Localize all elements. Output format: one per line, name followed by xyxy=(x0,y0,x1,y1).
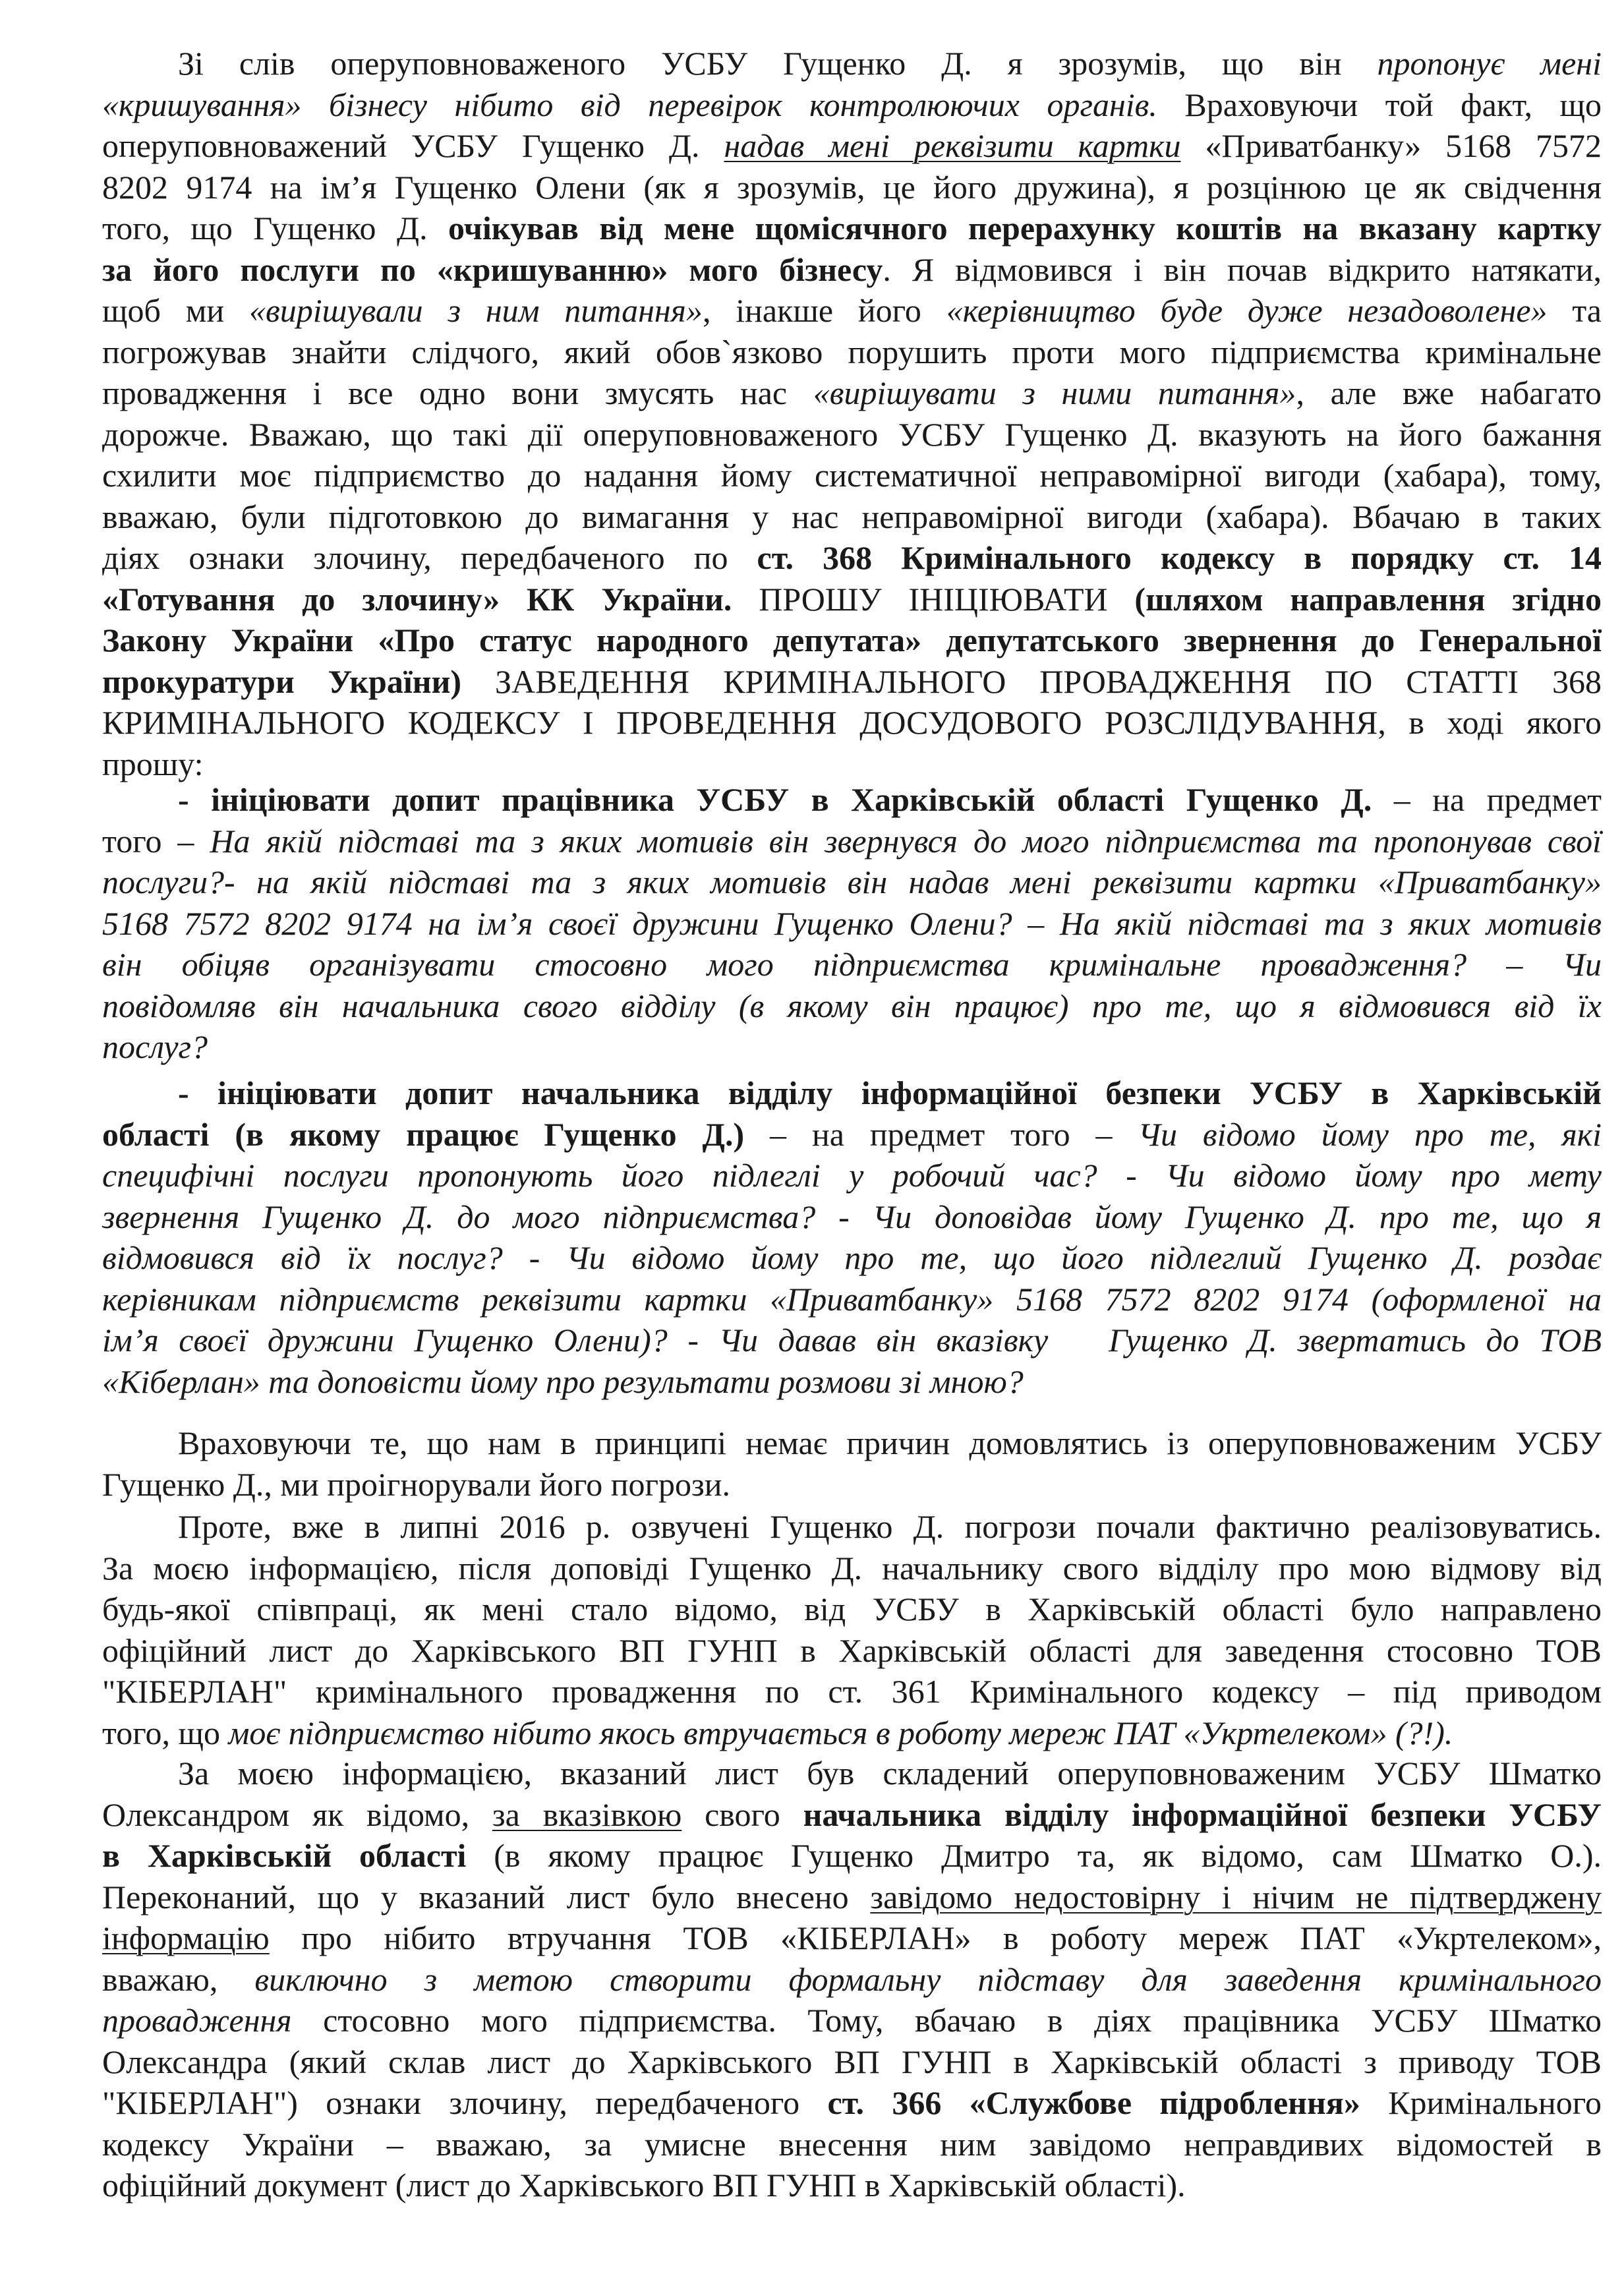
italic-text: специфічні послуги пропонують його підлеглі у робочий час? - Чи відомо йому про мету xyxy=(102,1157,1602,1194)
italic-text: «Кіберлан» та доповісти йому про результати розмови зі мною? xyxy=(102,1362,1024,1400)
text-segment: "КІБЕРЛАН" кримінального провадження по ст. 361 Кримінального кодексу – під приводом xyxy=(102,1673,1602,1710)
text-line xyxy=(102,1835,1602,1877)
text-segment: того – xyxy=(102,822,210,860)
text-segment: того, що Гущенко Д. xyxy=(102,210,449,247)
text-line xyxy=(102,1114,1602,1155)
text-line xyxy=(102,2165,1602,2206)
text-segment: будь-якої співпраці, як мені стало відомо, від УСБУ в Харківській області було направлено xyxy=(102,1591,1602,1627)
text-line xyxy=(102,1196,1602,1238)
italic-text: пропонує мені xyxy=(1377,45,1602,82)
text-segment: офіційний документ (лист до Харківського ВП ГУНП в Харківській області). xyxy=(102,2167,1186,2204)
text-line xyxy=(102,1877,1602,1918)
text-line xyxy=(102,1464,1602,1505)
text-line xyxy=(102,1671,1602,1712)
text-line xyxy=(102,1320,1602,1361)
text-segment: оперуповноважений УСБУ Гущенко Д. xyxy=(102,127,724,164)
paragraph xyxy=(102,1072,1602,1402)
text-line xyxy=(102,1753,1602,1794)
text-line xyxy=(102,372,1602,414)
italic-text: відмовився від їх послуг? - Чи відомо йому про те, що його підлеглий Гущенко Д. роздає xyxy=(102,1239,1602,1276)
paragraph xyxy=(102,1422,1602,1505)
text-segment: , але вже набагато xyxy=(1296,374,1602,411)
text-segment: ПРОШУ ІНІЦІЮВАТИ xyxy=(732,580,1135,618)
text-line xyxy=(102,249,1602,291)
italic-text: «керівництво буде дуже незадоволене» xyxy=(946,292,1548,329)
text-line xyxy=(102,2124,1602,2165)
italic-text: «вирішували з ним питання» xyxy=(248,292,703,329)
text-line xyxy=(102,496,1602,538)
text-segment: прошу: xyxy=(102,745,204,782)
text-line xyxy=(102,1630,1602,1672)
text-line xyxy=(102,332,1602,373)
bold-text: - ініціювати допит начальника відділу інформаційної безпеки УСБУ в Харківській xyxy=(178,1074,1602,1111)
text-segment: Кримінального xyxy=(1360,2084,1602,2121)
text-line xyxy=(102,985,1602,1027)
text-line xyxy=(102,944,1602,985)
text-segment: свого xyxy=(682,1796,803,1833)
bold-text: ст. 368 Кримінального кодексу в порядку ст. 14 xyxy=(757,539,1602,576)
text-segment: Враховуючи той факт, що xyxy=(1157,86,1602,123)
text-segment: Проте, вже в липні 2016 р. озвучені Гущенко Д. погрози почали фактично реалізовуватись. xyxy=(178,1508,1602,1545)
text-line xyxy=(102,2082,1602,2124)
text-segment: погрожував знайти слідчого, який обов`язково порушить проти мого підприємства кримінальне xyxy=(102,333,1602,370)
paragraph xyxy=(102,1506,1602,1753)
text-line xyxy=(102,702,1602,744)
text-line xyxy=(102,167,1602,208)
bold-text: очікував від мене щомісячного перерахунку коштів на вказану картку xyxy=(448,210,1602,247)
text-line xyxy=(102,1072,1602,1114)
text-line xyxy=(102,821,1602,862)
text-segment: Зі слів оперуповноваженого УСБУ Гущенко Д. я зрозумів, що він xyxy=(178,45,1378,82)
text-line xyxy=(102,1155,1602,1196)
text-line xyxy=(102,43,1602,84)
text-line xyxy=(102,1361,1602,1403)
text-line xyxy=(102,290,1602,332)
italic-text: послуги?- на якій підставі та з яких мотивів він надав мені реквізити картки «Приватбанку» xyxy=(102,863,1602,900)
italic-text: повідомляв він начальника свого відділу (в якому він працює) про те, що я відмовився від їх xyxy=(102,987,1602,1024)
bold-text: ст. 366 «Службове підроблення» xyxy=(827,2084,1360,2121)
bold-text: начальника відділу інформаційної безпеки УСБУ xyxy=(803,1796,1602,1833)
text-segment: Гущенко Д., ми проігнорували його погрози. xyxy=(102,1465,731,1503)
text-segment: Олександром як відомо, xyxy=(102,1796,492,1833)
text-segment: 8202 9174 на ім’я Гущенко Олени (як я зрозумів, це його дружина), я розцінюю це як свідчення xyxy=(102,168,1602,206)
text-line xyxy=(102,537,1602,579)
text-line xyxy=(102,1026,1602,1068)
paragraph xyxy=(102,43,1602,784)
text-segment: (в якому працює Гущенко Дмитро та, як відомо, сам Шматко О.). xyxy=(466,1837,1602,1874)
text-line xyxy=(102,414,1602,455)
text-line xyxy=(102,620,1602,661)
text-line xyxy=(102,779,1602,821)
italic-text: звернення Гущенко Д. до мого підприємства? - Чи доповідав йому Гущенко Д. про те, що я xyxy=(102,1198,1602,1235)
paragraph xyxy=(102,779,1602,1068)
text-segment: За моєю інформацією, вказаний лист був складений оперуповноваженим УСБУ Шматко xyxy=(178,1755,1602,1792)
text-segment: «Приватбанку» 5168 7572 xyxy=(1180,127,1602,164)
bold-text: в Харківській області xyxy=(102,1837,467,1874)
text-line xyxy=(102,1237,1602,1279)
text-line xyxy=(102,455,1602,496)
text-line xyxy=(102,84,1602,126)
text-line xyxy=(102,744,1602,785)
text-segment: провадження і все одно вони змусять нас xyxy=(102,374,813,411)
text-segment: Враховуючи те, що нам в принципі немає причин домовлятись із оперуповноваженим УСБУ xyxy=(178,1424,1602,1461)
text-segment: офіційний лист до Харківського ВП ГУНП в Харківській області для заведення стосовно ТОВ xyxy=(102,1631,1602,1669)
italic-text: він обіцяв організувати стосовно мого підприємства кримінальне провадження? – Чи xyxy=(102,946,1602,983)
text-line xyxy=(102,1712,1602,1754)
text-segment: вважаю, xyxy=(102,1960,255,1998)
text-line xyxy=(102,1794,1602,1836)
text-segment: вважаю, були підготовкою до вимагання у нас неправомірної вигоди (хабара). Вбачаю в таких xyxy=(102,498,1602,535)
text-line xyxy=(102,125,1602,167)
bold-text: Закону України «Про статус народного депутата» депутатського звернення до Генеральної xyxy=(102,622,1602,658)
text-segment: . Я відмовився і він почав відкрито натякати, xyxy=(883,250,1602,288)
text-segment: , інакше його xyxy=(702,292,946,329)
italic-text: «вирішувати з ними питання» xyxy=(813,374,1296,411)
text-line xyxy=(102,1279,1602,1320)
italic-text: На якій підставі та з яких мотивів він звернувся до мого підприємства та пропонував свої xyxy=(210,822,1602,860)
italic-text: провадження xyxy=(102,2002,292,2039)
text-segment: Переконаний, що у вказаний лист було внесено xyxy=(102,1878,871,1915)
text-line xyxy=(102,862,1602,903)
text-segment: діях ознаки злочину, передбаченого по xyxy=(102,539,757,576)
text-segment: того, що xyxy=(102,1714,229,1751)
italic-text: моє підприємство нібито якось втручається в роботу мереж ПАТ «Укртелеком» (?!). xyxy=(228,1714,1453,1751)
underlined-text: надав мені реквізити картки xyxy=(724,127,1181,164)
italic-text: Чи відомо йому про те, які xyxy=(1138,1115,1602,1153)
text-segment: схилити моє підприємство до надання йому систематичної неправомірної вигоди (хабара), тому, xyxy=(102,457,1602,494)
text-line xyxy=(102,208,1602,249)
text-line xyxy=(102,903,1602,945)
text-segment: – на предмет того – xyxy=(744,1115,1138,1153)
text-segment: – на предмет xyxy=(1372,781,1602,818)
text-line xyxy=(102,661,1602,703)
bold-text: «Готування до злочину» КК України. xyxy=(102,580,732,618)
bold-text: - ініціювати допит працівника УСБУ в Харківській області Гущенко Д. xyxy=(178,781,1372,818)
italic-text: ім’я своєї дружини Гущенко Олени)? - Чи давав він вказівку Гущенко Д. звертатись до ТОВ xyxy=(102,1322,1602,1358)
italic-text: виключно з метою створити формальну підставу для заведення кримінального xyxy=(254,1960,1602,1998)
text-segment: стосовно мого підприємства. Тому, вбачаю в діях працівника УСБУ Шматко xyxy=(291,2002,1602,2039)
text-segment: дорожче. Вважаю, що такі дії оперуповноваженого УСБУ Гущенко Д. вказують на його бажання xyxy=(102,415,1602,453)
text-segment: Олександра (який склав лист до Харківського ВП ГУНП в Харківській області з приводу ТОВ xyxy=(102,2043,1602,2080)
text-line xyxy=(102,2000,1602,2041)
italic-text: 5168 7572 8202 9174 на ім’я своєї дружини Гущенко Олени? – На якій підставі та з яких мотивів xyxy=(102,904,1602,942)
text-line xyxy=(102,1959,1602,2001)
text-segment: та xyxy=(1547,292,1602,329)
text-line xyxy=(102,1589,1602,1630)
text-segment: про нібито втручання ТОВ «КІБЕРЛАН» в роботу мереж ПАТ «Укртелеком», xyxy=(269,1919,1602,1956)
bold-text: прокуратури України) xyxy=(102,662,462,700)
text-segment: "КІБЕРЛАН") ознаки злочину, передбаченого xyxy=(102,2084,828,2121)
underlined-text: завідомо недостовірну і нічим не підтверджену xyxy=(870,1878,1602,1915)
text-segment: ЗАВЕДЕННЯ КРИМІНАЛЬНОГО ПРОВАДЖЕННЯ ПО СТАТТІ 368 xyxy=(461,662,1602,700)
text-line xyxy=(102,2041,1602,2083)
bold-text: (шляхом направлення згідно xyxy=(1134,580,1602,618)
bold-text: області (в якому працює Гущенко Д.) xyxy=(102,1115,745,1153)
text-line xyxy=(102,579,1602,620)
text-line xyxy=(102,1548,1602,1589)
text-line xyxy=(102,1422,1602,1464)
underlined-text: інформацію xyxy=(102,1919,270,1956)
text-line xyxy=(102,1506,1602,1548)
italic-text: керівникам підприємств реквізити картки «Приватбанку» 5168 7572 8202 9174 (оформленої на xyxy=(102,1280,1602,1318)
italic-text: «кришування» бізнесу нібито від перевірок контролюючих органів. xyxy=(102,86,1157,123)
italic-text: послуг? xyxy=(102,1028,208,1065)
text-line xyxy=(102,1917,1602,1959)
text-segment: КРИМІНАЛЬНОГО КОДЕКСУ І ПРОВЕДЕННЯ ДОСУДОВОГО РОЗСЛІДУВАННЯ, в ході якого xyxy=(102,704,1602,741)
text-segment: За моєю інформацією, після доповіді Гущенко Д. начальнику свого відділу про мою відмову від xyxy=(102,1549,1602,1587)
bold-text: за його послуги по «кришуванню» мого бізнесу xyxy=(102,250,883,288)
text-segment: щоб ми xyxy=(102,292,249,329)
underlined-text: за вказівкою xyxy=(492,1796,682,1833)
paragraph xyxy=(102,1753,1602,2206)
text-segment: кодексу України – вважаю, за умисне внесення ним завідомо неправдивих відомостей в xyxy=(102,2125,1602,2163)
